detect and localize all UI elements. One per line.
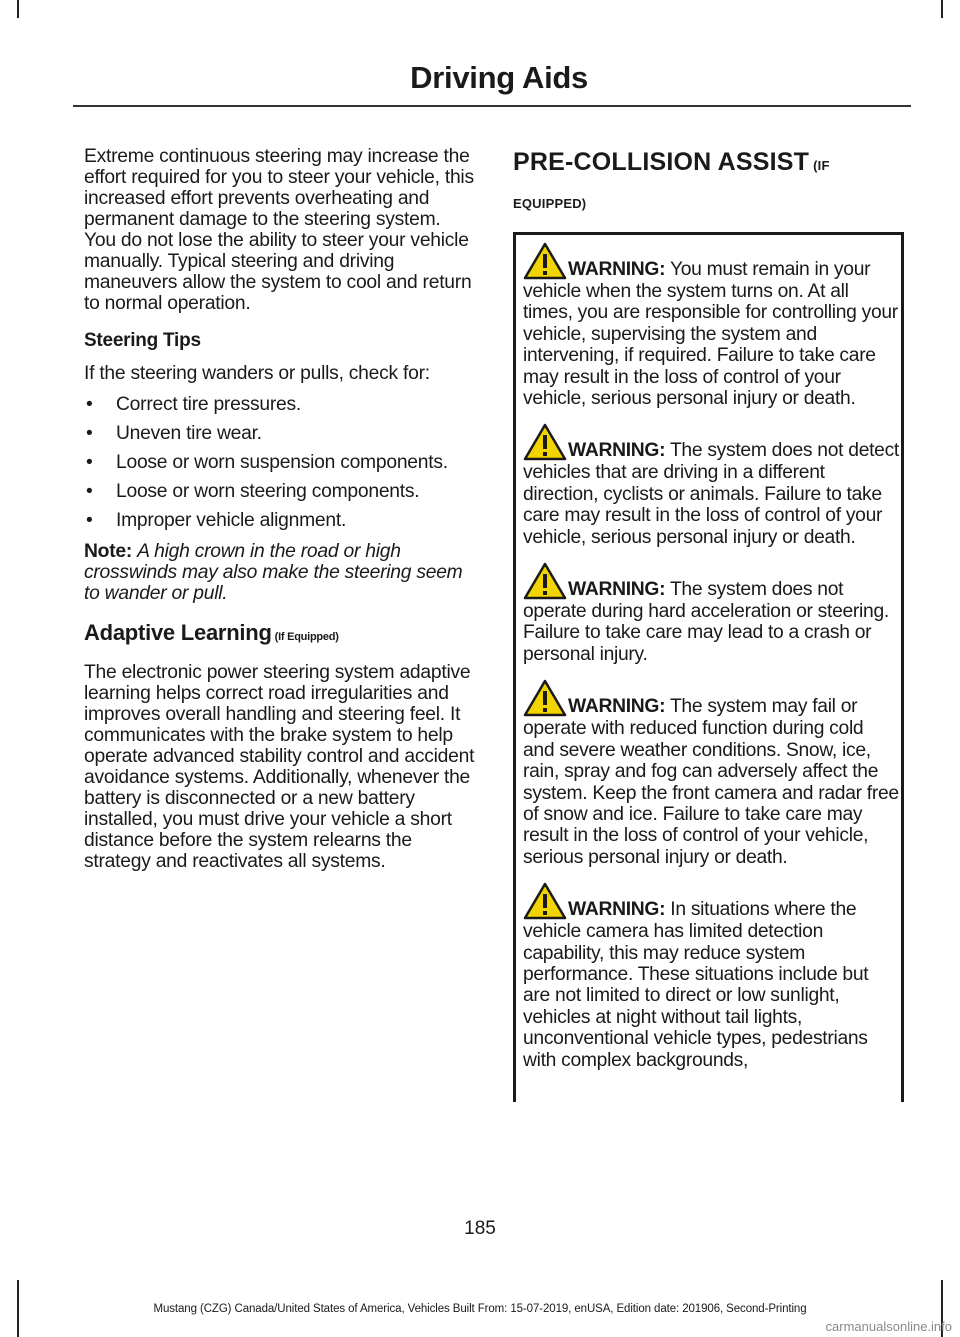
adaptive-learning-body: The electronic power steering system adaptive learning helps correct road irregularities and improves overall handling and steering feel. It communicates with the brake system to help operate advanced stability control and accident avoidance systems. Additionally, whenever the battery is disconnected or a new battery installed, you must drive your vehicle a short distance before the system relearns the strategy and reactivates all systems. — [84, 662, 475, 872]
list-item: • Loose or worn steering components. — [84, 481, 476, 502]
adaptive-learning-heading — [84, 622, 476, 648]
page-number: 185 — [464, 1218, 496, 1239]
warning-triangle-icon — [523, 881, 567, 921]
warning-triangle-icon — [523, 241, 567, 281]
note-text: A high crown in the road or high crosswinds may also make the steering seem to wander or pull. — [84, 541, 463, 604]
steering-tips-heading: Steering Tips — [84, 330, 201, 351]
section-title-text: PRE-COLLISION ASSIST — [513, 148, 810, 176]
warning-item — [523, 678, 899, 868]
note-paragraph — [84, 541, 476, 604]
section-title-suffix: (IF — [813, 158, 830, 173]
warning-item — [523, 241, 899, 409]
warning-triangle-icon — [523, 422, 567, 462]
section-title — [513, 146, 913, 214]
steering-tips-lead: If the steering wanders or pulls, check for: — [84, 363, 430, 384]
list-item: • Improper vehicle alignment. — [84, 510, 476, 531]
footer-text: Mustang (CZG) Canada/United States of America, Vehicles Built From: 15-07-2019, enUSA, Edition date: 201906, Second-Printing — [153, 1303, 807, 1315]
warning-label: WARNING: — [568, 579, 666, 601]
left-column — [84, 146, 476, 885]
warning-item — [523, 422, 899, 548]
watermark: carmanualsonline.info — [825, 1319, 952, 1334]
warning-triangle-icon — [523, 678, 567, 718]
crop-mark-top-right — [941, 0, 943, 18]
steering-checklist — [84, 394, 476, 531]
warning-label: WARNING: — [568, 440, 666, 462]
warning-text: The system does not operate during hard acceleration or steering. Failure to take care may lead to a crash or personal injury. — [523, 579, 889, 665]
warning-list — [523, 241, 899, 1084]
warning-label: WARNING: — [568, 899, 666, 921]
note-label: Note: — [84, 541, 133, 562]
right-column-heading — [513, 146, 913, 214]
warning-text: The system may fail or operate with reduced function during cold and severe weather conditions. Snow, ice, rain, spray and fog can adversely affect the system. Keep the front camera and radar free of snow and ice. Failure to take care may result in the loss of control of your vehicle, serious personal injury or death. — [523, 696, 899, 868]
list-item: • Correct tire pressures. — [84, 394, 476, 415]
adaptive-learning-suffix: (If Equipped) — [274, 631, 339, 643]
warning-text: The system does not detect vehicles that are driving in a different direction, cyclists or animals. Failure to take care may result in the loss of control of your vehicle, serious personal injury or death. — [523, 440, 899, 548]
warning-text: In situations where the vehicle camera has limited detection capability, this may reduce system performance. These situations include but are not limited to direct or low sunlight, vehicles at night without tail lights, unconventional vehicle types, pedestrians with complex backgrounds, — [523, 899, 869, 1071]
warning-item — [523, 561, 899, 665]
adaptive-learning-title: Adaptive Learning — [84, 620, 272, 645]
warning-text: You must remain in your vehicle when the system turns on. At all times, you are responsible for controlling your vehicle, supervising the system and intervening, if required. Failure to take care may result in the loss of control of your vehicle, serious personal injury or death. — [523, 259, 898, 410]
intro-paragraph: Extreme continuous steering may increase the effort required for you to steer your vehicle, this increased effort prevents overheating and permanent damage to the steering system. You do not lose the ability to steer your vehicle manually. Typical steering and driving maneuvers allow the system to cool and return to normal operation. — [84, 146, 474, 314]
list-item: • Uneven tire wear. — [84, 423, 476, 444]
warning-label: WARNING: — [568, 696, 666, 718]
warning-triangle-icon — [523, 561, 567, 601]
header-divider — [73, 105, 911, 107]
list-item: • Loose or worn suspension components. — [84, 452, 476, 473]
warning-item — [523, 881, 899, 1071]
warning-label: WARNING: — [568, 259, 666, 280]
section-title-suffix-line2: EQUIPPED) — [513, 196, 587, 211]
crop-mark-top-left — [17, 0, 19, 18]
page-title: Driving Aids — [410, 60, 588, 95]
